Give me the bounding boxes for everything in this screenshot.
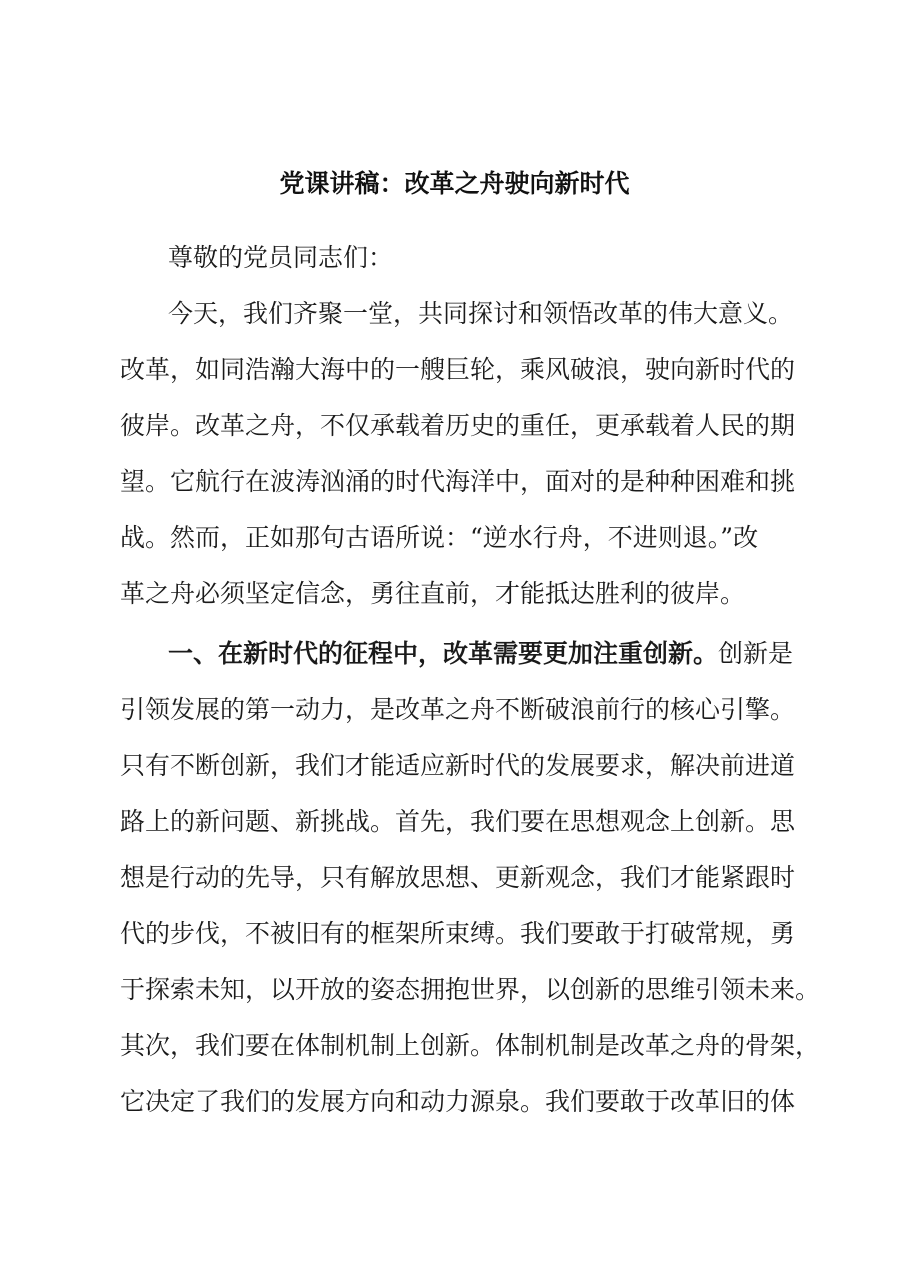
paragraph-line	[0, 406, 909, 446]
paragraph-line	[0, 970, 909, 1010]
section-heading-line	[0, 634, 909, 674]
text-line: 它决定了我们的发展方向和动力源泉。我们要敢于改革旧的体	[120, 1087, 796, 1116]
greeting-line	[0, 238, 909, 278]
text-line: 路上的新问题、新挑战。首先，我们要在思想观念上创新。思	[120, 807, 796, 836]
text-line: 引领发展的第一动力，是改革之舟不断破浪前行的核心引擎。	[120, 695, 796, 724]
paragraph-line	[0, 294, 909, 334]
text-line: 其次，我们要在体制机制上创新。体制机制是改革之舟的骨架，	[120, 1031, 821, 1060]
greeting: 尊敬的党员同志们：	[168, 243, 394, 272]
text-line: 革之舟必须坚定信念，勇往直前，才能抵达胜利的彼岸。	[120, 579, 746, 608]
text-line: 彼岸。改革之舟，不仅承载着历史的重任，更承载着人民的期	[120, 411, 796, 440]
text-line: 望。它航行在波涛汹涌的时代海洋中，面对的是种种困难和挑	[120, 467, 796, 496]
text-line: 改革，如同浩瀚大海中的一艘巨轮，乘风破浪，驶向新时代的	[120, 355, 796, 384]
paragraph-line	[0, 858, 909, 898]
text-line: 创新是	[718, 639, 794, 668]
document-title: 党课讲稿：改革之舟驶向新时代	[279, 169, 630, 198]
paragraph-line	[0, 1082, 909, 1122]
text-line: 战。然而，正如那句古语所说：“逆水行舟，不进则退。”改	[120, 523, 759, 552]
section-heading: 一、在新时代的征程中，改革需要更加注重创新。	[168, 639, 719, 668]
paragraph-line	[0, 914, 909, 954]
text-line: 于探索未知，以开放的姿态拥抱世界，以创新的思维引领未来。	[120, 975, 821, 1004]
text-line: 想是行动的先导，只有解放思想、更新观念，我们才能紧跟时	[120, 863, 796, 892]
paragraph-line	[0, 746, 909, 786]
paragraph-line	[0, 518, 909, 558]
text-line: 今天，我们齐聚一堂，共同探讨和领悟改革的伟大意义。	[168, 299, 794, 328]
text-line: 代的步伐，不被旧有的框架所束缚。我们要敢于打破常规，勇	[120, 919, 796, 948]
paragraph-line	[0, 1026, 909, 1066]
text-line: 只有不断创新，我们才能适应新时代的发展要求，解决前进道	[120, 751, 796, 780]
paragraph-line	[0, 574, 909, 614]
paragraph-line	[0, 462, 909, 502]
paragraph-line	[0, 350, 909, 390]
paragraph-line	[0, 690, 909, 730]
paragraph-line	[0, 802, 909, 842]
